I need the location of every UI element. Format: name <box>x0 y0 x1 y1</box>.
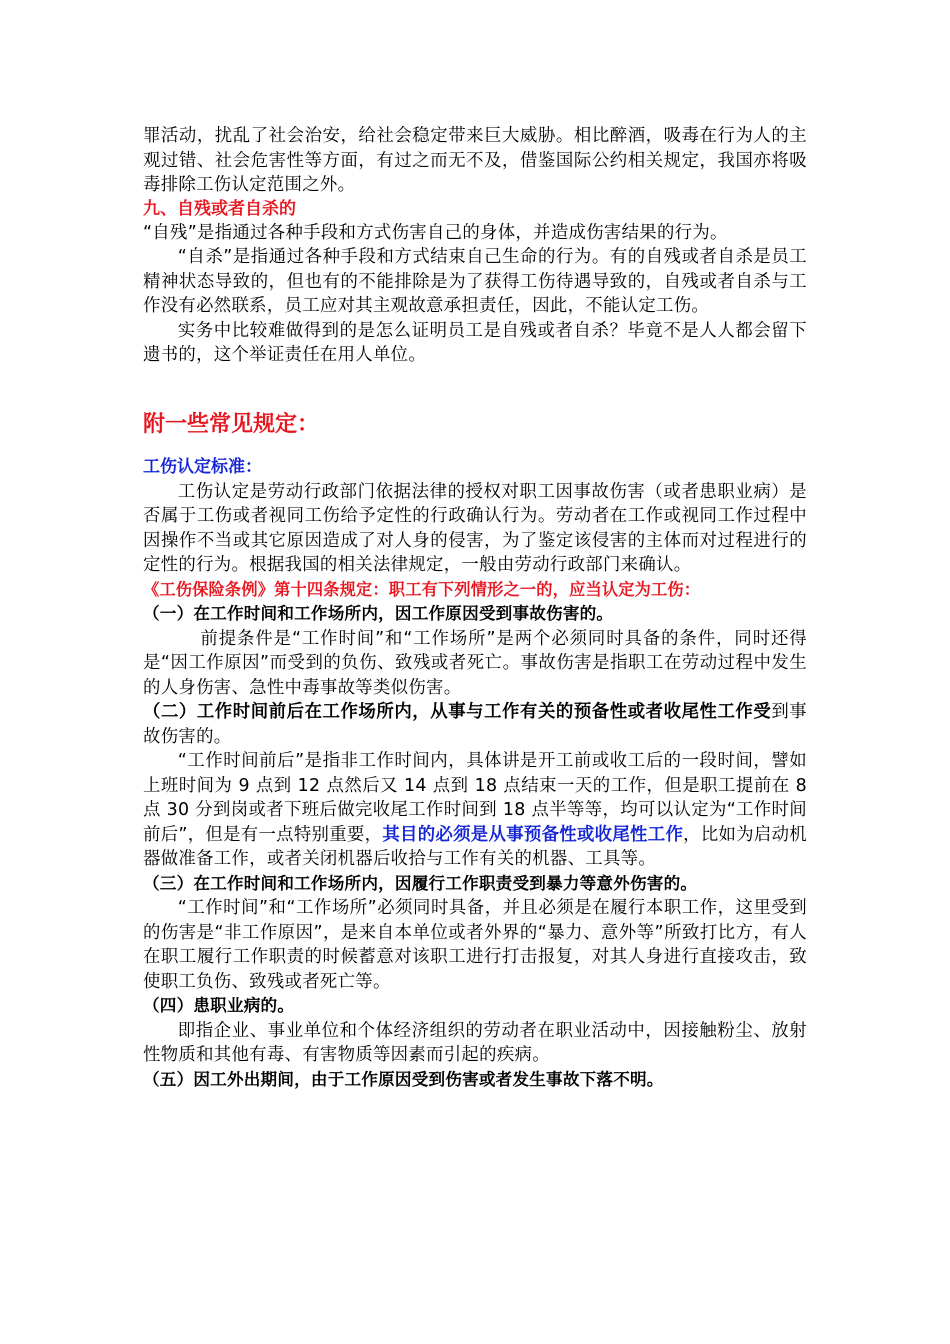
paragraph-standard: 工伤认定是劳动行政部门依据法律的授权对职工因事故伤害（或者患职业病）是否属于工伤或者视同工伤给予定性的行政确认行为。劳动者在工作或视同工作过程中因操作不当或其它原因造成了对人身的侵害，为了鉴定该侵害的主体而对过程进行的定性的行为。根据我国的相关法律规定，一般由劳动行政部门来确认。 <box>143 481 807 575</box>
section-heading-self-harm: 九、自残或者自杀的 <box>143 198 296 219</box>
item-5-title: （五）因工外出期间，由于工作原因受到伤害或者发生事故下落不明。 <box>143 1069 664 1089</box>
item-4-body: 即指企业、事业单位和个体经济组织的劳动者在职业活动中，因接触粉尘、放射性物质和其他有毒、有害物质等因素而引起的疾病。 <box>143 1020 807 1065</box>
paragraph-suicide-definition: “自杀”是指通过各种手段和方式结束自己生命的行为。有的自残或者自杀是员工精神状态导致的，但也有的不能排除是为了获得工伤待遇导致的，自残或者自杀与工作没有必然联系，员工应对其主观故意承担责任，因此，不能认定工伤。 <box>143 247 807 316</box>
item-2-title-rest: 到事故伤害的。 <box>143 702 807 747</box>
item-2-title <box>143 700 807 749</box>
paragraph-self-harm-definition: “自残”是指通过各种手段和方式伤害自己的身体，并造成伤害结果的行为。 <box>143 222 728 243</box>
item-2-body-b: ，比如为启动机器做准备工作，或者关闭机器后收拾与工作有关的机器、工具等。 <box>143 824 807 869</box>
article-14-heading: 《工伤保险条例》第十四条规定：职工有下列情形之一的，应当认定为工伤： <box>143 579 701 599</box>
item-3-body: “工作时间”和“工作场所”必须同时具备，并且必须是在履行本职工作，这里受到的伤害是“非工作原因”，是来自本单位或者外界的“暴力、意外等”所致打比方，有人在职工履行工作职责的时候蓄意对该职工进行打击报复，对其人身进行直接攻击，致使职工负伤、致残或者死亡等。 <box>143 898 807 992</box>
paragraph-drug-exclusion: 罪活动，扰乱了社会治安，给社会稳定带来巨大威胁。相比醉酒，吸毒在行为人的主观过错、社会危害性等方面，有过之而无不及，借鉴国际公约相关规定，我国亦将吸毒排除工伤认定范围之外。 <box>143 126 807 195</box>
paragraph-burden-of-proof: 实务中比较难做得到的是怎么证明员工是自残或者自杀？毕竟不是人人都会留下遗书的，这个举证责任在用人单位。 <box>143 320 807 365</box>
standard-heading: 工伤认定标准： <box>143 456 262 477</box>
item-2-title-bold: （二）工作时间前后在工作场所内，从事与工作有关的预备性或者收尾性工作受 <box>143 702 772 722</box>
item-4-title: （四）患职业病的。 <box>143 996 295 1015</box>
item-1-body: 前提条件是“工作时间”和“工作场所”是两个必须同时具备的条件，同时还得是“因工作原因”而受到的负伤、致残或者死亡。事故伤害是指职工在劳动过程中发生的人身伤害、急性中毒事故等类似伤害。 <box>143 628 807 698</box>
item-3-title: （三）在工作时间和工作场所内，因履行工作职责受到暴力等意外伤害的。 <box>143 873 698 893</box>
item-2-body-a: “工作时间前后”是指非工作时间内，具体讲是开工前或收工后的一段时间，譬如上班时间为 9 点到 12 点然后又 14 点到 18 点结束一天的工作，但是职工提前在 8 点 30 分到岗或者下班后做完收尾工作时间到 18 点半等等，均可以认定为“工作时间前后”，但是有一点特别重要， <box>143 751 807 845</box>
item-2-body <box>143 749 807 872</box>
item-2-body-emphasis: 其目的必须是从事预备性或收尾性工作 <box>382 824 684 845</box>
item-1-title: （一）在工作时间和工作场所内，因工作原因受到事故伤害的。 <box>143 604 614 623</box>
appendix-heading: 附一些常见规定： <box>143 411 320 437</box>
document-body <box>143 124 807 1092</box>
